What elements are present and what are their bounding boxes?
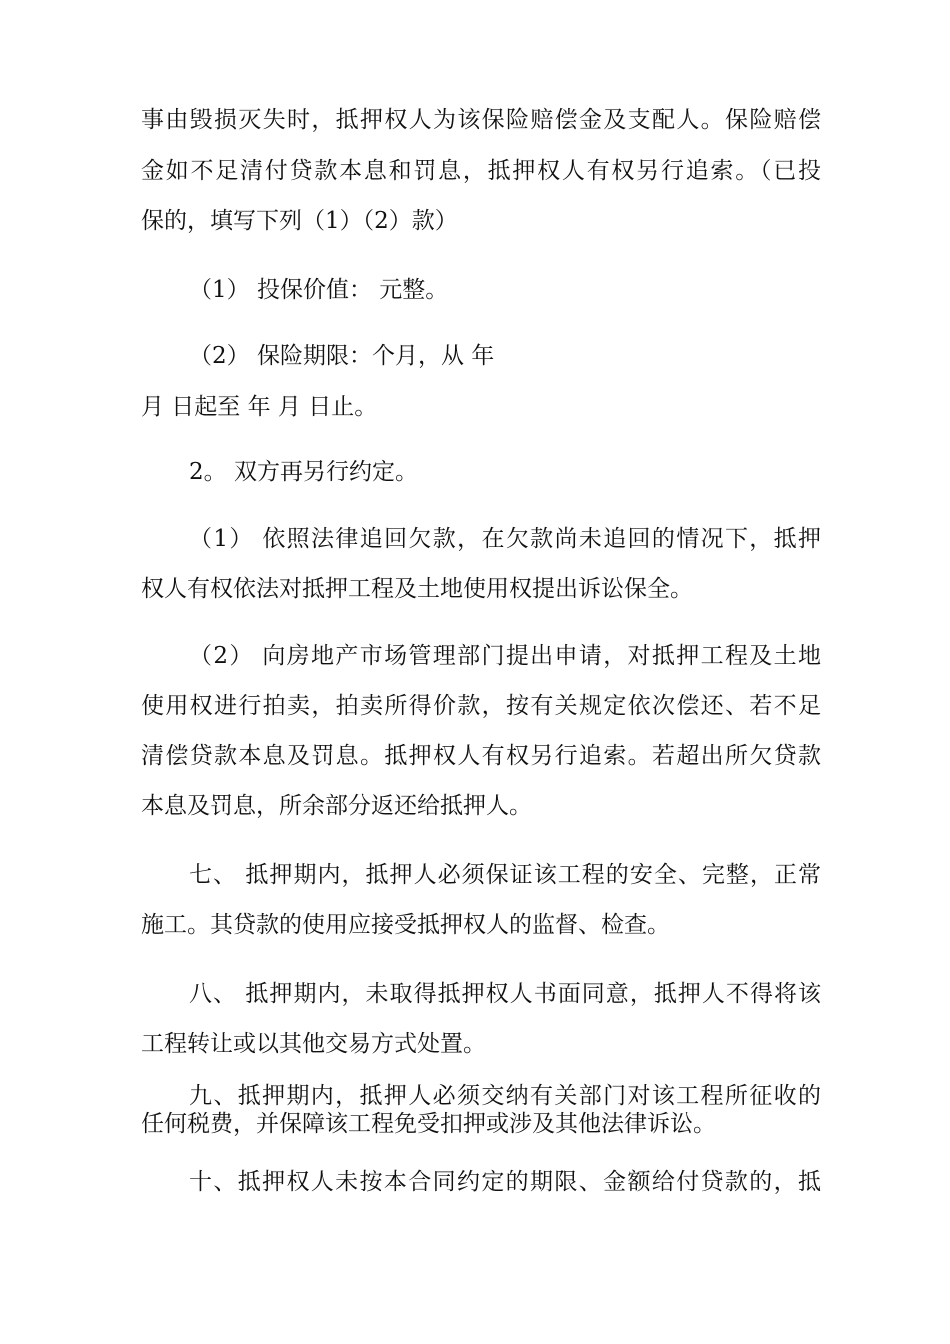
text-line: （1） 投保价值： 元整。: [189, 277, 449, 303]
text-line: 九、抵押期内，抵押人必须交纳有关部门对该工程所征收的: [189, 1083, 821, 1109]
text-line: 任何税费，并保障该工程免受扣押或涉及其他法律诉讼。: [141, 1111, 716, 1137]
text-line: （1） 依照法律追回欠款，在欠款尚未追回的情况下，抵押: [189, 526, 821, 552]
text-line: 本息及罚息，所余部分返还给抵押人。: [141, 793, 532, 819]
text-line: 十、抵押权人未按本合同约定的期限、金额给付贷款的，抵: [189, 1169, 821, 1195]
text-line: 清偿贷款本息及罚息。抵押权人有权另行追索。若超出所欠贷款: [141, 743, 821, 769]
text-line: 权人有权依法对抵押工程及土地使用权提出诉讼保全。: [141, 576, 693, 602]
text-line: 工程转让或以其他交易方式处置。: [141, 1031, 486, 1057]
text-line: 保的，填写下列（1）（2）款）: [141, 208, 458, 234]
text-line: 金如不足清付贷款本息和罚息，抵押权人有权另行追索。（已投: [141, 158, 821, 184]
text-line: （2） 保险期限：个月，从 年: [189, 343, 495, 369]
text-line: 月 日起至 年 月 日止。: [141, 394, 378, 420]
text-line: 2。 双方再另行约定。: [189, 459, 418, 485]
text-line: 使用权进行拍卖，拍卖所得价款，按有关规定依次偿还、若不足: [141, 693, 821, 719]
text-line: 七、 抵押期内，抵押人必须保证该工程的安全、完整，正常: [189, 862, 821, 888]
text-line: 施工。其贷款的使用应接受抵押权人的监督、检查。: [141, 912, 670, 938]
text-line: （2） 向房地产市场管理部门提出申请，对抵押工程及土地: [189, 643, 821, 669]
text-line: 事由毁损灭失时，抵押权人为该保险赔偿金及支配人。保险赔偿: [141, 107, 821, 133]
text-line: 八、 抵押期内，未取得抵押权人书面同意，抵押人不得将该: [189, 981, 821, 1007]
